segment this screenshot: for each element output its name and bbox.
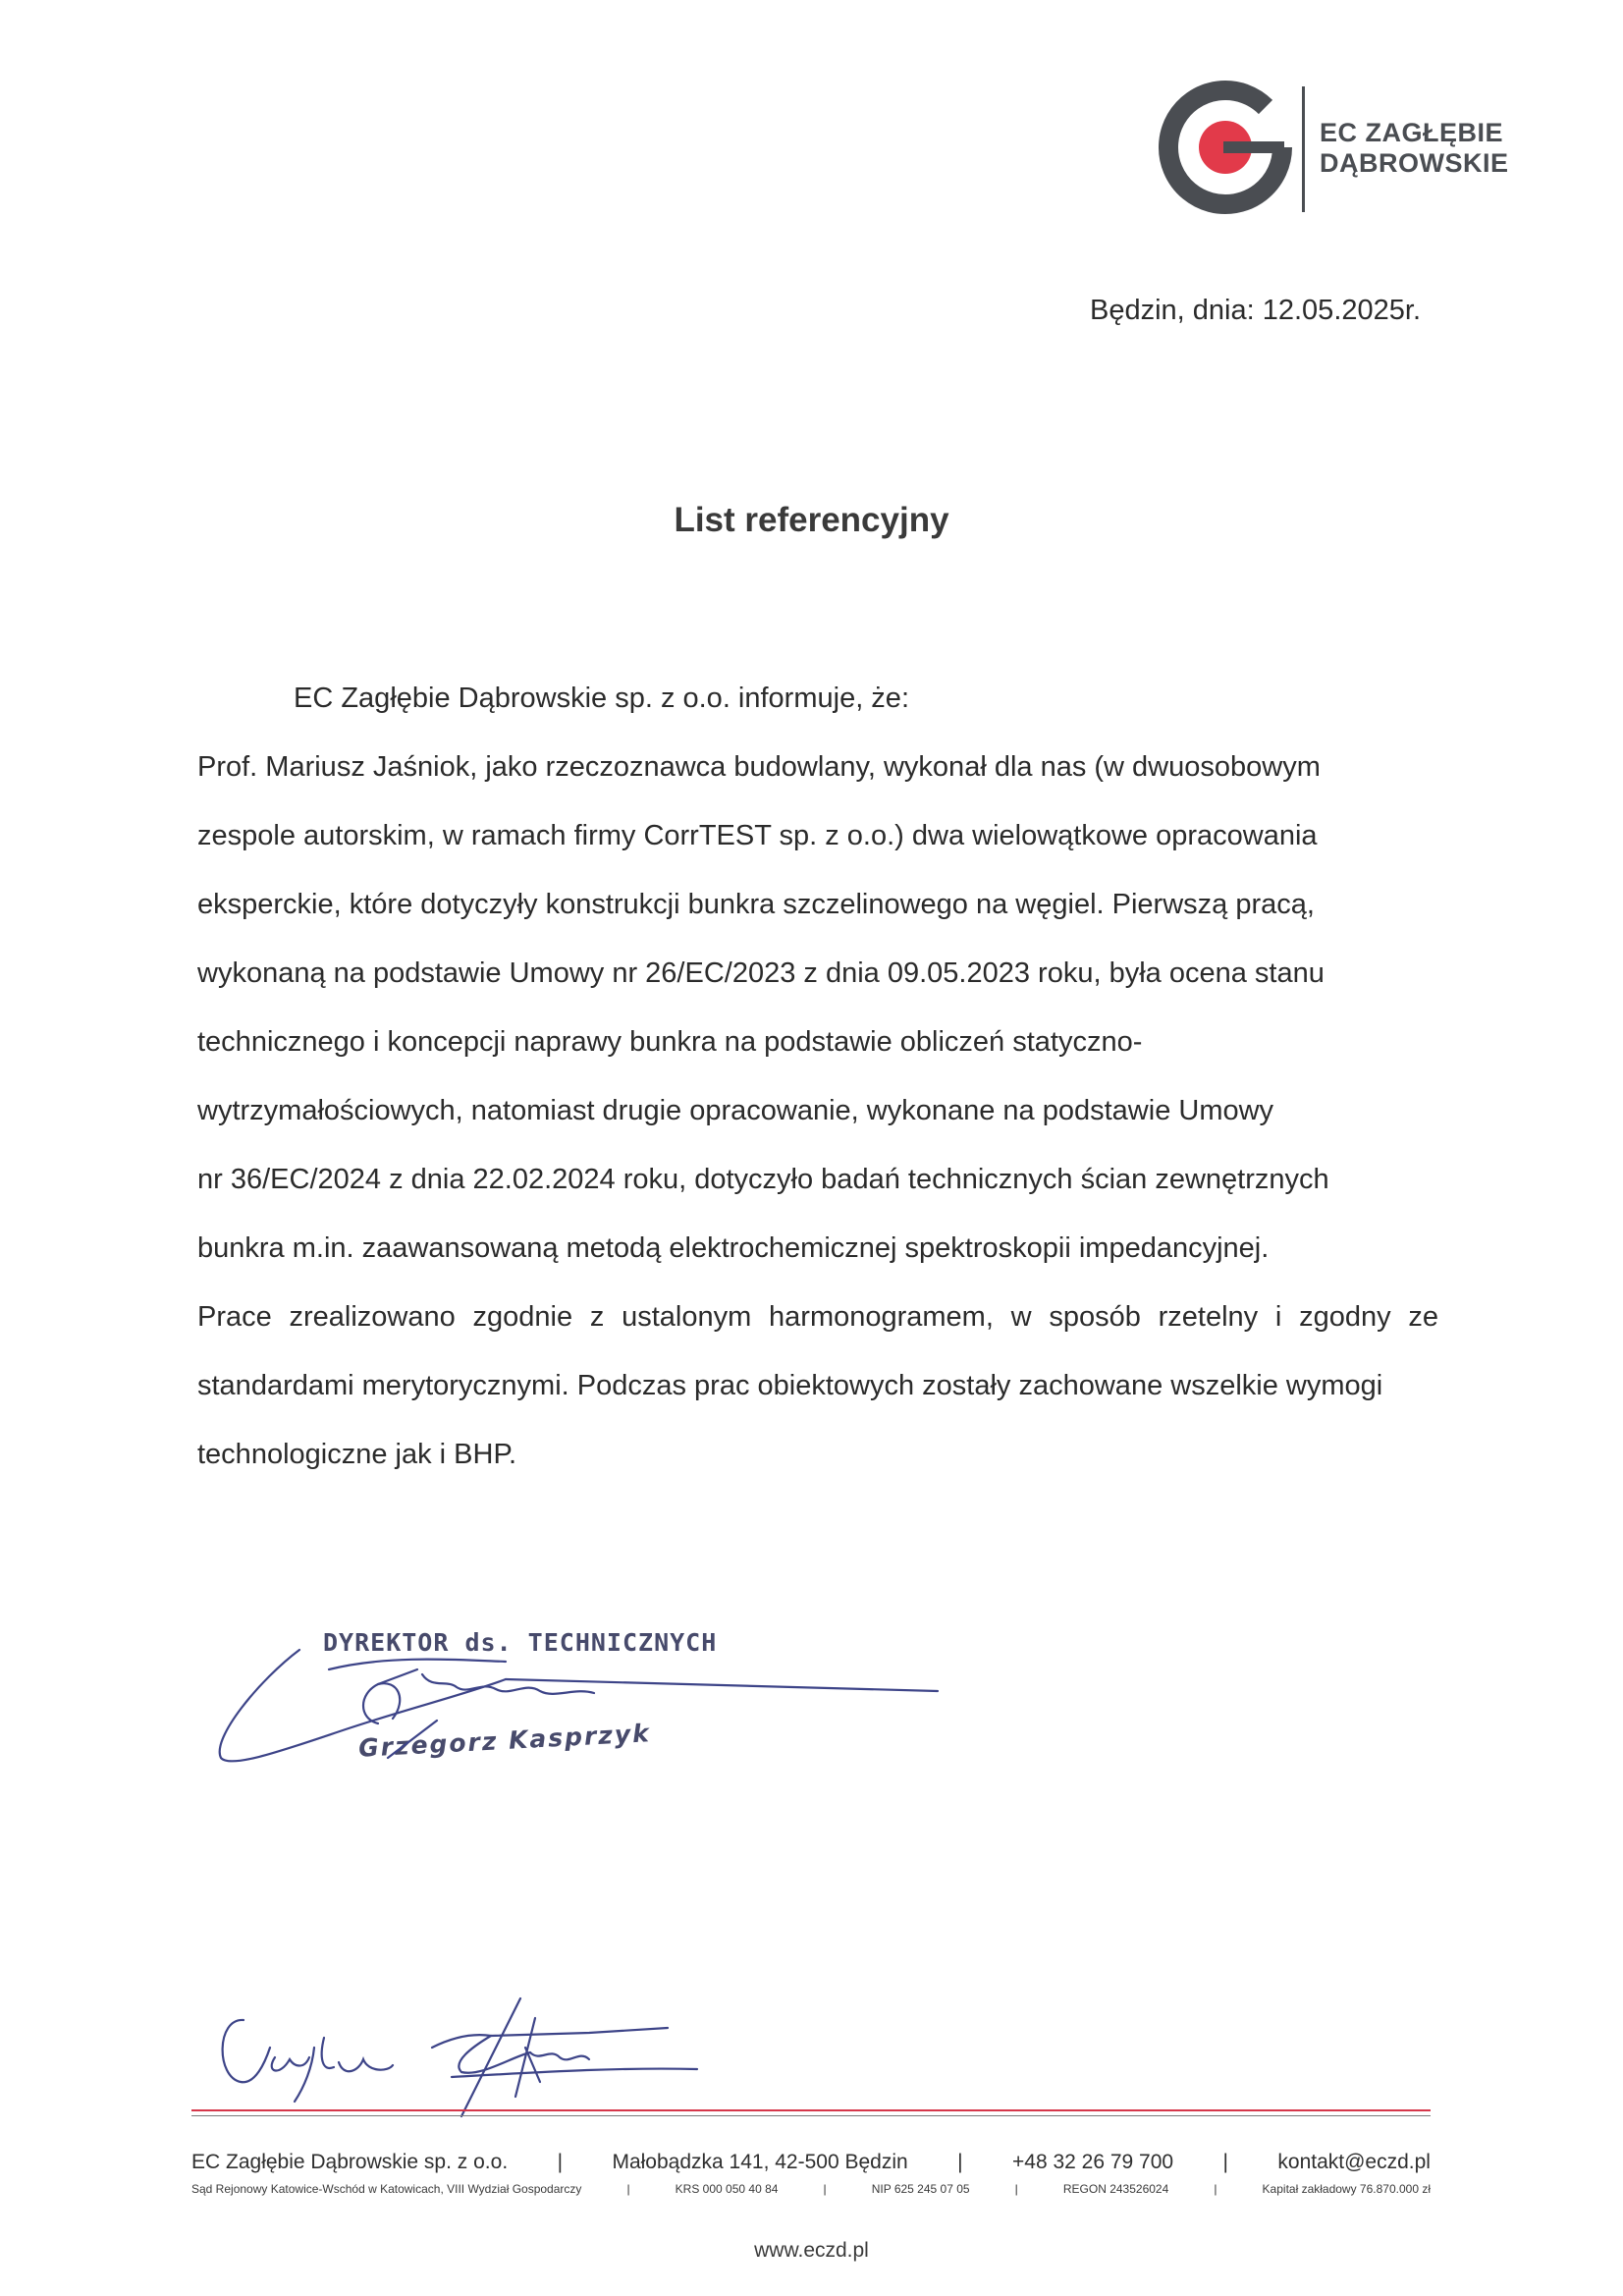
body-line: Prof. Mariusz Jaśniok, jako rzeczoznawca budowlany, wykonał dla nas (w dwuosobowym [197, 751, 1321, 783]
director-stamp [211, 1611, 957, 1787]
footer-krs: KRS 000 050 40 84 [675, 2182, 779, 2196]
footer-email[interactable]: kontakt@eczd.pl [1277, 2151, 1431, 2173]
letter-body [197, 664, 1438, 1489]
body-line: zespole autorskim, w ramach firmy CorrTEST sp. z o.o.) dwa wielowątkowe opracowania [197, 820, 1318, 851]
logo-wordmark [1320, 118, 1509, 179]
footer-separator: | [626, 2182, 630, 2196]
body-line: eksperckie, które dotyczyły konstrukcji bunkra szczelinowego na węgiel. Pierwszą pracą, [197, 889, 1315, 920]
initials-signature-icon [196, 1979, 884, 2126]
logo-line-2: DĄBROWSKIE [1320, 148, 1509, 178]
intro-line: EC Zagłębie Dąbrowskie sp. z o.o. informuje, że: [294, 683, 909, 714]
logo-line-1: EC ZAGŁĘBIE [1320, 118, 1504, 147]
director-signature-icon [211, 1611, 957, 1787]
footer-phone[interactable]: +48 32 26 79 700 [1012, 2151, 1174, 2173]
footer-address: Małobądzka 141, 42-500 Będzin [612, 2151, 908, 2173]
stamp-title: DYREKTOR ds. TECHNICZNYCH [323, 1628, 718, 1657]
approval-initials [196, 1979, 884, 2126]
stamp-name: Grzegorz Kasprzyk [357, 1719, 652, 1763]
footer-capital: Kapitał zakładowy 76.870.000 zł [1262, 2182, 1431, 2196]
logo-divider [1302, 86, 1305, 212]
body-line: technologiczne jak i BHP. [197, 1439, 517, 1470]
footer-gray-rule [191, 2115, 1431, 2116]
body-line: wytrzymałościowych, natomiast drugie opracowanie, wykonane na podstawie Umowy [197, 1095, 1274, 1126]
body-line: standardami merytorycznymi. Podczas prac obiektowych zostały zachowane wszelkie wymogi [197, 1370, 1383, 1401]
footer-court: Sąd Rejonowy Katowice-Wschód w Katowicach, VIII Wydział Gospodarczy [191, 2182, 582, 2196]
footer-website-link[interactable]: www.eczd.pl [754, 2239, 869, 2262]
body-line: bunkra m.in. zaawansowaną metodą elektrochemicznej spektroskopii impedancyjnej. [197, 1232, 1270, 1264]
letter-title: List referencyjny [674, 501, 949, 539]
footer-nip: NIP 625 245 07 05 [871, 2182, 970, 2196]
footer-separator: | [1014, 2182, 1018, 2196]
footer-separator: | [557, 2151, 564, 2173]
footer-regon: REGON 243526024 [1062, 2182, 1169, 2196]
footer-company: EC Zagłębie Dąbrowskie sp. z o.o. [191, 2151, 509, 2173]
ec-logo-icon [1157, 79, 1294, 216]
footer-registration-row [191, 2182, 1431, 2196]
body-line: technicznego i koncepcji naprawy bunkra na podstawie obliczeń statyczno- [197, 1026, 1143, 1058]
company-logo [1157, 79, 1530, 216]
footer-rules [191, 2109, 1431, 2116]
footer-separator: | [1214, 2182, 1217, 2196]
footer-separator: | [957, 2151, 963, 2173]
footer-contact-row [191, 2151, 1431, 2174]
body-line: nr 36/EC/2024 z dnia 22.02.2024 roku, dotyczyło badań technicznych ścian zewnętrznych [197, 1164, 1329, 1195]
body-line: wykonaną na podstawie Umowy nr 26/EC/2023 z dnia 09.05.2023 roku, była ocena stanu [197, 957, 1325, 989]
footer-separator: | [823, 2182, 827, 2196]
footer-red-rule [191, 2109, 1431, 2111]
body-line: Prace zrealizowano zgodnie z ustalonym harmonogramem, w sposób rzetelny i zgodny ze [197, 1301, 1438, 1333]
footer-separator: | [1222, 2151, 1228, 2173]
letter-date: Będzin, dnia: 12.05.2025r. [1090, 295, 1421, 326]
